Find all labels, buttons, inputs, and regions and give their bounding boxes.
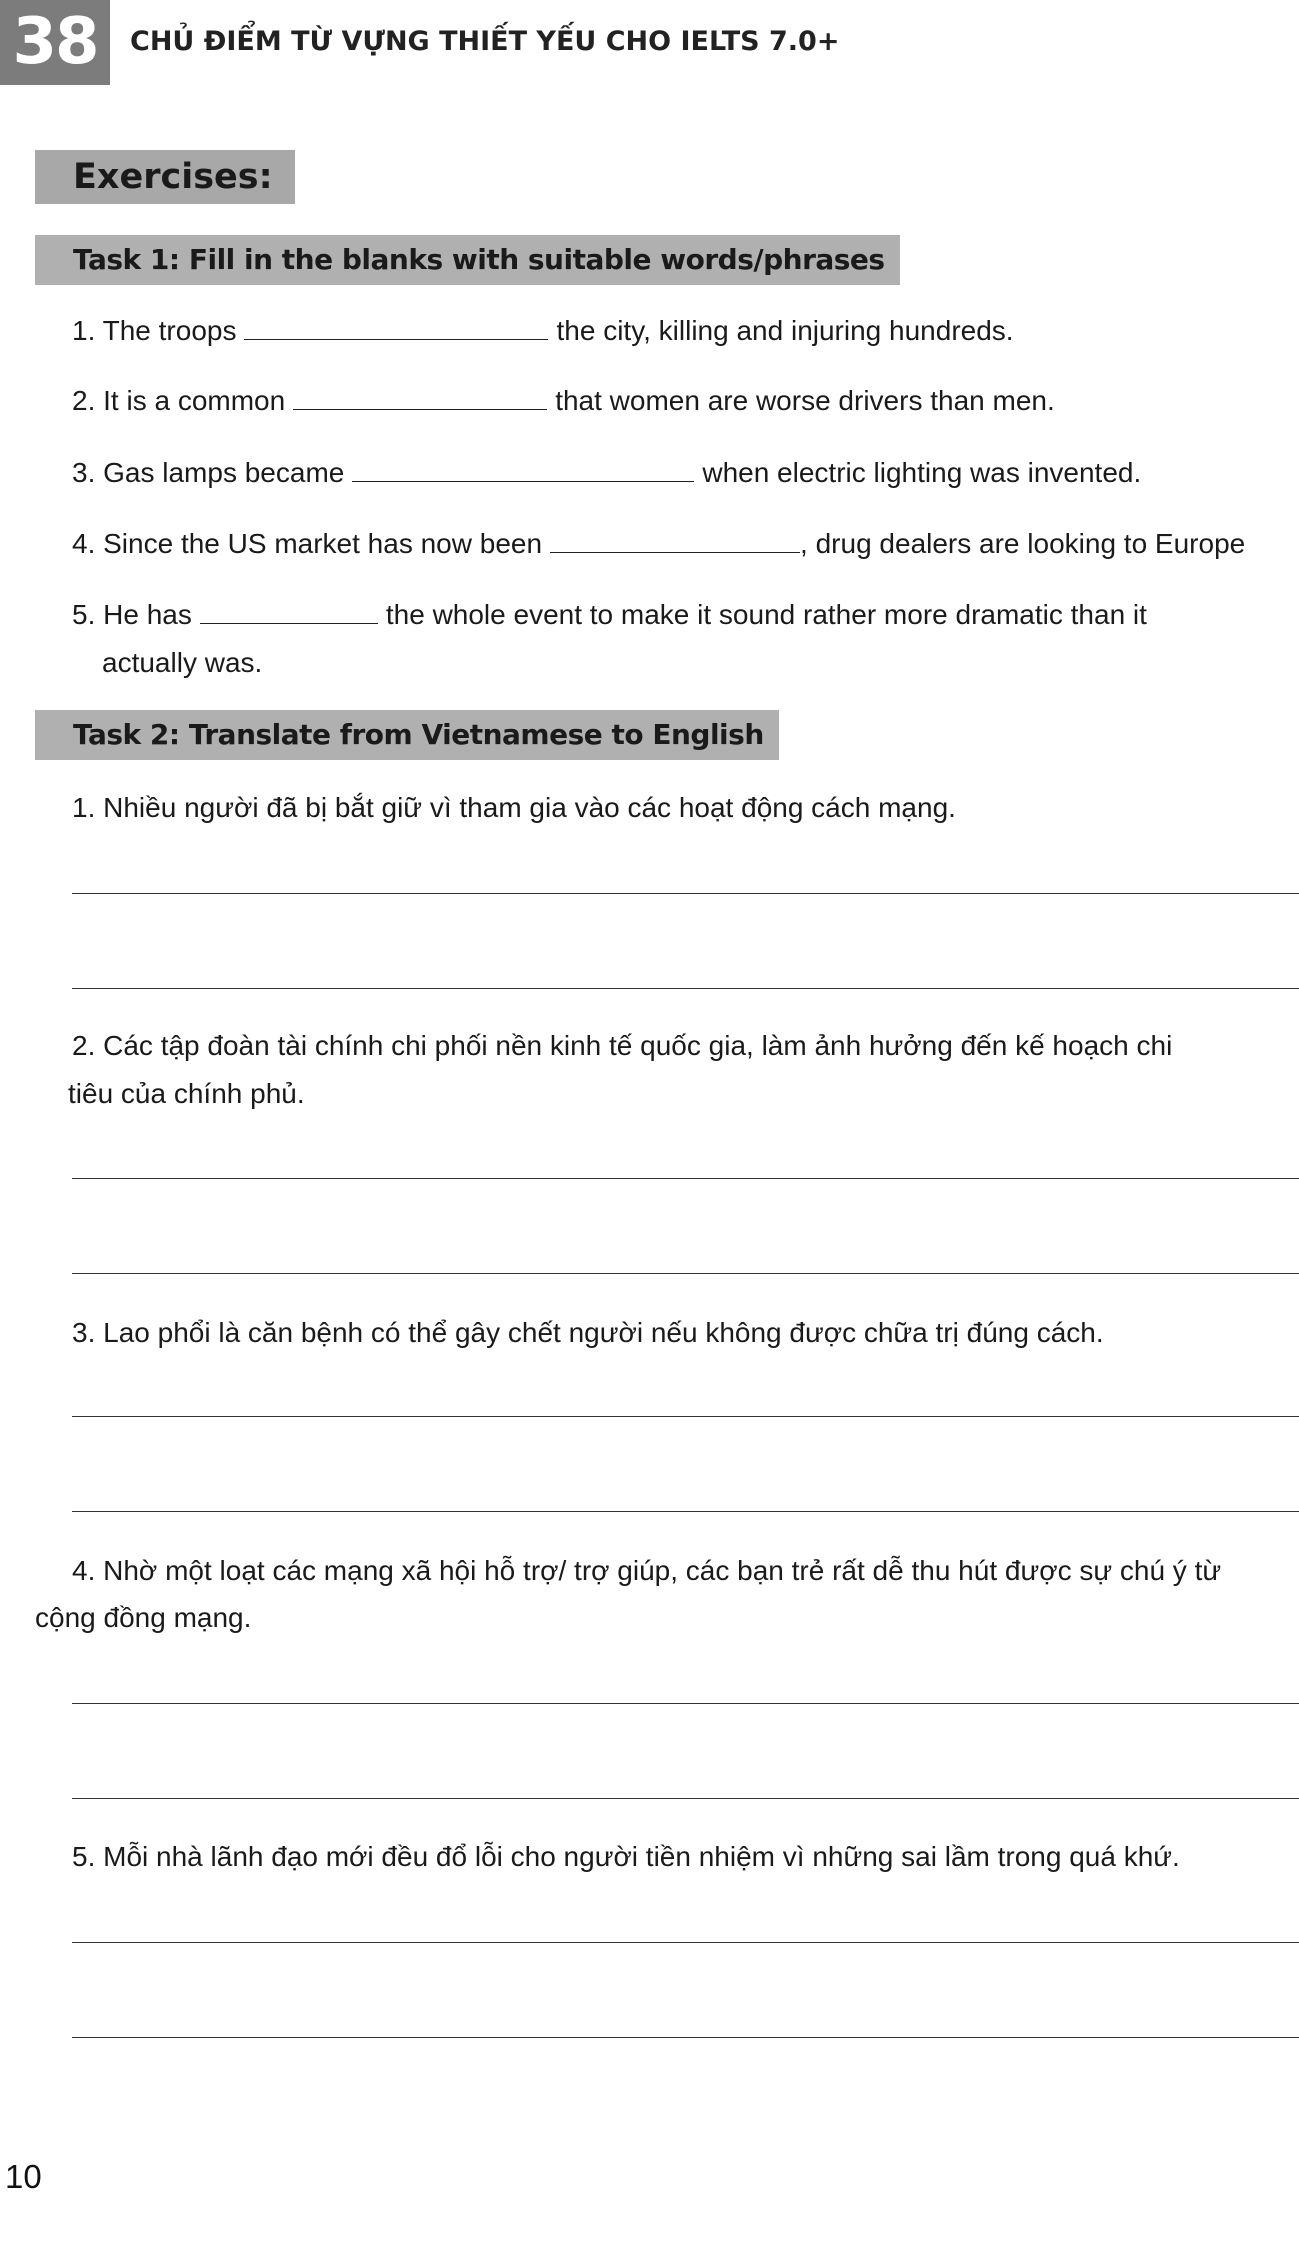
task1-item-4-blank[interactable] — [550, 528, 800, 553]
task2-item-3: 3. Lao phổi là căn bệnh có thể gây chết người nếu không được chữa trị đúng cách. — [72, 1317, 1104, 1348]
task2-item-2-line-2: tiêu của chính phủ. — [68, 1078, 305, 1109]
chapter-number-badge: 38 — [0, 0, 110, 85]
task2-item-2-line-1: 2. Các tập đoàn tài chính chi phối nền kinh tế quốc gia, làm ảnh hưởng đến kế hoạch chi — [72, 1030, 1173, 1061]
task1-item-3 — [72, 456, 1141, 490]
chapter-title: CHỦ ĐIỂM TỪ VỰNG THIẾT YẾU CHO IELTS 7.0+ — [130, 26, 840, 57]
task1-item-5-before: 5. He has — [72, 599, 192, 630]
task1-item-2-before: 2. It is a common — [72, 385, 286, 416]
task2-heading: Task 2: Translate from Vietnamese to English — [35, 710, 779, 760]
task1-item-5 — [72, 598, 1147, 632]
task2-item-4-line-2: cộng đồng mạng. — [35, 1602, 252, 1633]
task1-item-4-after: , drug dealers are looking to Europe — [800, 528, 1246, 559]
page-number: 10 — [5, 2158, 42, 2195]
task1-item-2 — [72, 384, 1055, 418]
task2-item-2-answer-line-1[interactable] — [72, 1178, 1299, 1179]
task2-item-5: 5. Mỗi nhà lãnh đạo mới đều đổ lỗi cho người tiền nhiệm vì những sai lầm trong quá khứ. — [72, 1841, 1180, 1872]
task2-item-3-answer-line-1[interactable] — [72, 1416, 1299, 1417]
task1-item-4-before: 4. Since the US market has now been — [72, 528, 543, 559]
task1-item-1-blank[interactable] — [244, 315, 548, 340]
task2-item-3-answer-line-2[interactable] — [72, 1511, 1299, 1512]
task1-item-4 — [72, 527, 1245, 561]
task2-item-5-answer-line-2[interactable] — [72, 2037, 1299, 2038]
task1-heading: Task 1: Fill in the blanks with suitable words/phrases — [35, 235, 900, 285]
task2-item-4-answer-line-2[interactable] — [72, 1798, 1299, 1799]
task2-item-4-answer-line-1[interactable] — [72, 1703, 1299, 1704]
task1-item-2-blank[interactable] — [293, 385, 547, 410]
task1-item-3-blank[interactable] — [352, 457, 694, 482]
task2-item-1-answer-line-1[interactable] — [72, 893, 1299, 894]
task1-item-2-after: that women are worse drivers than men. — [555, 385, 1055, 416]
task1-item-5-continuation: actually was. — [102, 647, 263, 678]
task2-item-5-answer-line-1[interactable] — [72, 1942, 1299, 1943]
task1-item-3-after: when electric lighting was invented. — [702, 457, 1142, 488]
task2-item-4-line-1: 4. Nhờ một loạt các mạng xã hội hỗ trợ/ trợ giúp, các bạn trẻ rất dễ thu hút được sự chú ý từ — [72, 1555, 1222, 1586]
task2-item-1: 1. Nhiều người đã bị bắt giữ vì tham gia vào các hoạt động cách mạng. — [72, 792, 956, 823]
task2-item-2-answer-line-2[interactable] — [72, 1273, 1299, 1274]
task1-item-1 — [72, 314, 1014, 348]
task1-item-1-before: 1. The troops — [72, 315, 237, 346]
task1-item-5-after: the whole event to make it sound rather more dramatic than it — [385, 599, 1147, 630]
exercises-heading: Exercises: — [35, 150, 295, 204]
task1-item-3-before: 3. Gas lamps became — [72, 457, 345, 488]
task2-item-1-answer-line-2[interactable] — [72, 988, 1299, 989]
task1-item-1-after: the city, killing and injuring hundreds. — [556, 315, 1014, 346]
task1-item-5-blank[interactable] — [200, 599, 378, 624]
